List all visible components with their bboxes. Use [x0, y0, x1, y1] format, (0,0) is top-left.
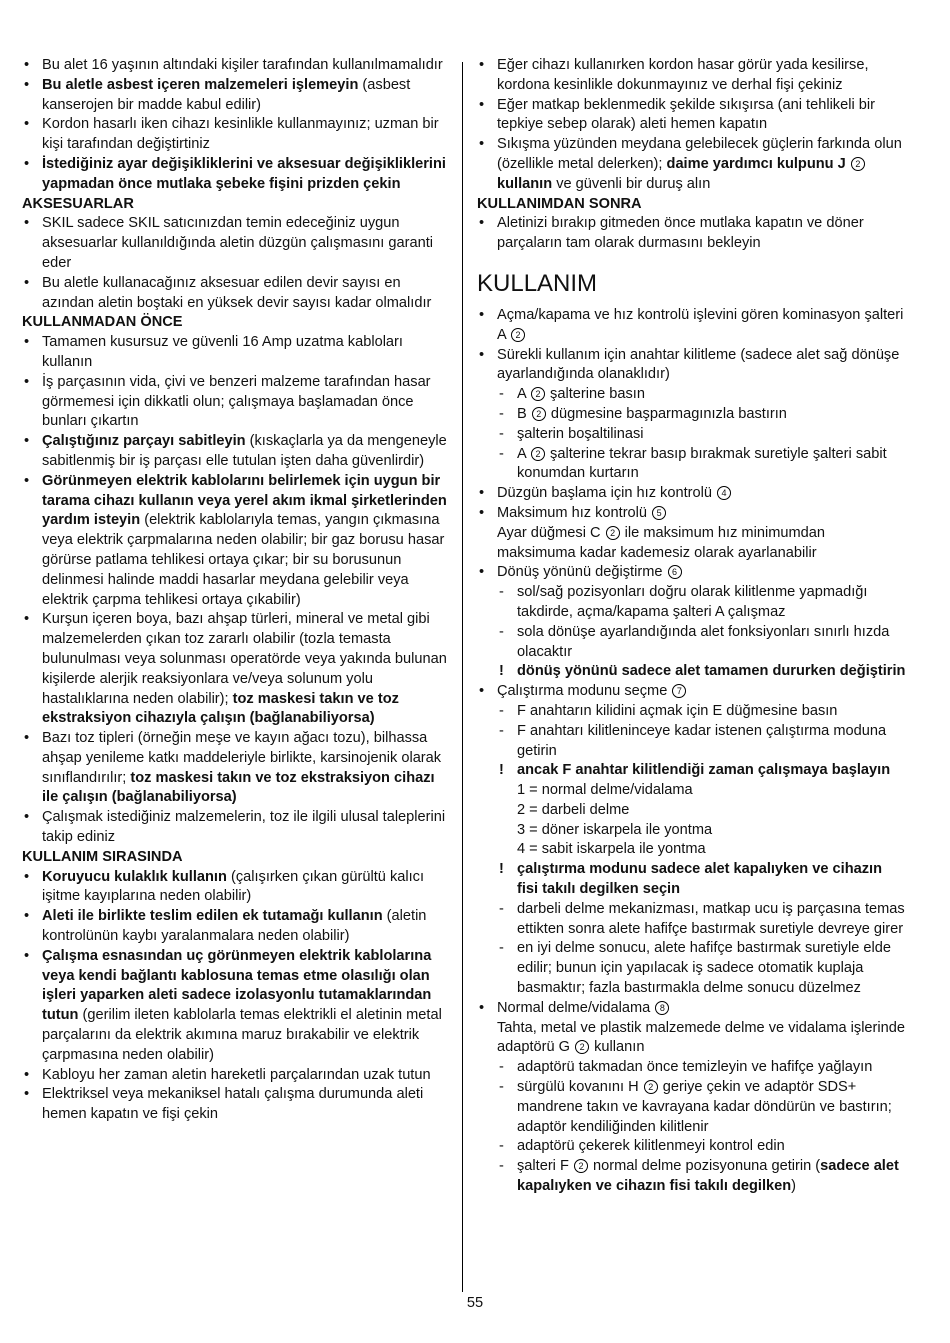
bullet-item: [22, 1085, 452, 1125]
bullet-item: [477, 135, 907, 194]
bold-text: Koruyucu kulaklık kullanın: [42, 868, 227, 885]
bullet-item: [22, 214, 452, 273]
text: sürgülü kovanını H: [517, 1079, 643, 1096]
figure-ref-circle: 2: [531, 447, 545, 461]
figure-ref-circle: 7: [672, 684, 686, 698]
bullet-item: [22, 373, 452, 432]
dash-mark: -: [499, 702, 504, 719]
mode-item: [477, 840, 907, 860]
bullet-item: [22, 115, 452, 155]
figure-ref-circle: 8: [655, 1001, 669, 1015]
figure-ref-circle: 2: [511, 328, 525, 342]
bullet-item: [477, 214, 907, 254]
sub-item: [477, 425, 907, 445]
text: B: [517, 405, 531, 422]
figure-ref-circle: 2: [644, 1080, 658, 1094]
text: (aletin kontrolünün kaybı yaralanmalara neden olabilir): [42, 908, 427, 945]
text: F anahtarı kilitleninceye kadar istenen çalıştırma moduna getirin: [517, 722, 887, 759]
sub-item: [477, 1157, 907, 1197]
dash-mark: -: [499, 445, 504, 462]
text: sola dönüşe ayarlandığında alet fonksiyonları sınırlı hızda olacaktır: [517, 623, 890, 660]
dash-mark: -: [499, 584, 504, 601]
bold-text: dönüş yönünü sadece alet tamamen dururken değiştirin: [517, 663, 906, 680]
figure-ref-circle: 2: [532, 407, 546, 421]
sub-item: [477, 722, 907, 762]
warning-mark: !: [499, 762, 504, 779]
bold-text: sadece alet kapalıyken ve cihazın fisi takılı degilken: [517, 1158, 899, 1195]
text: şalteri F: [517, 1158, 573, 1175]
dash-mark: -: [499, 1158, 504, 1175]
text: ve güvenli bir duruş alın: [552, 175, 711, 192]
bullet-item: [22, 333, 452, 373]
bullet-item: [22, 432, 452, 472]
bullet-item: [477, 504, 907, 524]
sub-item: [477, 939, 907, 998]
text: Çalışmak istediğiniz malzemelerin, toz ile ilgili ulusal taleplerini takip ediniz: [42, 809, 446, 846]
dash-mark: -: [499, 425, 504, 442]
bold-text: Görünmeyen elektrik kablolarını belirlemek için uygun bir tarama cihazı kullanın veya yerel akım ikmal şirketlerinden yardım isteyin: [42, 472, 447, 529]
text: Bazı toz tipleri (örneğin meşe ve kayın ağacı tozu), bilhassa ahşap yenileme katkı maddeleriyle birlikte, karsinojenik olarak sınıflandırılır;: [42, 730, 442, 786]
section-heading: AKSESUARLAR: [22, 195, 134, 212]
section-heading: KULLANIMDAN SONRA: [477, 195, 642, 212]
section-heading: KULLANMADAN ÖNCE: [22, 314, 183, 331]
sub-item: [477, 385, 907, 405]
text: Eğer matkap beklenmedik şekilde sıkışırsa (ani tehlikeli bir tepkiye sebep olarak) aleti hemen kapatın: [497, 96, 875, 133]
sub-item: [477, 1078, 907, 1137]
text: en iyi delme sonucu, alete hafifçe bastırmak suretiyle elde edilir; bunun için yapılacak iş sadece otomatik kuplaja basmaktır; fazla bastırmakla delme sonucu düzelmez: [517, 940, 891, 997]
dash-mark: -: [499, 940, 504, 957]
warning-item: [477, 761, 907, 781]
text: Tamamen kusursuz ve güvenli 16 Amp uzatma kabloları kullanın: [42, 334, 403, 370]
text: adaptörü çekerek kilitlenmeyi kontrol edin: [517, 1138, 785, 1155]
sub-item: [477, 583, 907, 623]
bullet-item: [477, 563, 907, 583]
text: 2 = darbeli delme: [517, 801, 630, 818]
text: adaptörü takmadan önce temizleyin ve hafifçe yağlayın: [517, 1059, 873, 1076]
sub-item: [477, 445, 907, 485]
text: Ayar düğmesi C: [497, 524, 605, 541]
text: Maksimum hız kontrolü: [497, 504, 652, 521]
dash-mark: -: [499, 405, 504, 422]
text: kullanın: [590, 1039, 645, 1056]
bold-text: ancak F anahtar kilitlendiği zaman çalışmaya başlayın: [517, 762, 891, 779]
text: ile maksimum hız minimumdan maksimuma kadar kademesiz olarak ayarlanabilir: [497, 524, 825, 561]
text: Dönüş yönünü değiştirme: [497, 564, 667, 581]
figure-ref-circle: 5: [652, 506, 666, 520]
dash-mark: -: [499, 1059, 504, 1076]
bullet-item: [22, 729, 452, 808]
warning-item: [477, 860, 907, 900]
sub-item: [477, 702, 907, 722]
text: Çalıştırma modunu seçme: [497, 683, 672, 700]
bullet-item: [22, 1066, 452, 1086]
text: 4 = sabit iskarpela ile yontma: [517, 841, 706, 858]
text: 1 = normal delme/vidalama: [517, 782, 693, 799]
figure-ref-circle: 4: [717, 486, 731, 500]
text: (gerilim ileten kablolarla temas elektrikli el aletinin metal parçalarını da elektrik akımına maruz bırakabilir ve elektrik çarpmasına neden olabilir): [42, 1007, 442, 1063]
text: (kıskaçlarla ya da mengeneyle sabitlenmiş bir iş parçası elle tutulan işten daha güvenlirdir): [42, 433, 447, 469]
bullet-item: [477, 56, 907, 96]
text: şalterine tekrar basıp bırakmak suretiyle şalteri sabit konumdan kurtarın: [517, 445, 887, 482]
figure-ref-circle: 2: [606, 526, 620, 540]
dash-mark: -: [499, 900, 504, 917]
bold-text: toz maskesi takın ve toz ekstraksiyon cihazı ile çalışın (bağlanabiliyorsa): [42, 769, 435, 806]
continuation-text: [477, 1019, 907, 1059]
text: İş parçasının vida, çivi ve benzeri malzeme tarafından hasar görmemesi için dikkatli olun; çalışmaya başlamadan önce bunları çıkartın: [42, 373, 431, 430]
text: A: [517, 386, 530, 403]
text: Sürekli kullanım için anahtar kilitleme (sadece alet sağ dönüşe ayarlandığında olanaklıdır): [497, 346, 900, 383]
text: Normal delme/vidalama: [497, 999, 655, 1016]
text: 3 = döner iskarpela ile yontma: [517, 821, 713, 838]
text: A: [517, 445, 530, 462]
text: ): [791, 1178, 797, 1195]
text: Elektriksel veya mekaniksel hatalı çalışma durumunda aleti hemen kapatın ve fişi çekin: [42, 1086, 424, 1123]
text: Düzgün başlama için hız kontrolü: [497, 485, 717, 502]
bullet-item: [477, 999, 907, 1019]
text: F anahtarın kilidini açmak için E düğmesine basın: [517, 702, 838, 719]
figure-ref-circle: 2: [575, 1040, 589, 1054]
dash-mark: -: [499, 623, 504, 640]
bullet-item: [22, 947, 452, 1066]
bullet-item: [477, 346, 907, 386]
chapter-title: KULLANIM: [477, 269, 598, 297]
text: Açma/kapama ve hız kontrolü işlevini gören kominasyon şalteri A: [497, 306, 904, 343]
figure-ref-circle: 6: [668, 565, 682, 579]
text: Kordon hasarlı iken cihazı kesinlikle kullanmayınız; uzman bir kişi tarafından değiştirtiniz: [42, 116, 439, 153]
text: Tahta, metal ve plastik malzemede delme ve vidalama işlerinde adaptörü G: [497, 1019, 906, 1056]
left-column: [22, 56, 452, 1125]
bold-text: Aleti ile birlikte teslim edilen ek tutamağı kullanın: [42, 908, 383, 925]
bullet-item: [22, 907, 452, 947]
bullet-item: [477, 96, 907, 136]
text: Sıkışma yüzünden meydana gelebilecek güçlerin farkında olun (özellikle metal delerken);: [497, 136, 902, 172]
bullet-item: [22, 274, 452, 314]
section-heading: KULLANIM SIRASINDA: [22, 848, 183, 865]
bold-text: daime yardımcı kulpunu J: [666, 155, 850, 172]
sub-item: [477, 1058, 907, 1078]
sub-item: [477, 1137, 907, 1157]
text: SKIL sadece SKIL satıcınızdan temin edeceğiniz uygun aksesuarlar kullanıldığında aletin düzgün çalışmasını garanti eder: [42, 215, 434, 271]
bullet-item: [22, 610, 452, 729]
bullet-item: [477, 306, 907, 346]
bold-text: İstediğiniz ayar değişikliklerini ve aksesuar değişikliklerini yapmadan önce mutlaka şebeke fişini prizden çekin: [42, 155, 446, 192]
text: Kurşun içeren boya, bazı ahşap türleri, mineral ve metal gibi malzemelerden çıkan toz zararlı olabilir (tozla temasta bulunulması veya solunması operatörde veya yakında bulunan kişilerde alerjik reaksiyonlara ve/veya solunum yolu hastalıklarına neden olabilir);: [42, 611, 447, 707]
figure-ref-circle: 2: [531, 387, 545, 401]
page-number: 55: [466, 1295, 484, 1311]
bullet-item: [22, 76, 452, 116]
bullet-item: [477, 682, 907, 702]
warning-mark: !: [499, 861, 504, 878]
bold-text: Çalıştığınız parçayı sabitleyin: [42, 433, 246, 450]
sub-item: [477, 623, 907, 663]
dash-mark: -: [499, 1138, 504, 1155]
text: Bu alet 16 yaşının altındaki kişiler tarafından kullanılmamalıdır: [42, 57, 443, 73]
text: sol/sağ pozisyonları doğru olarak kilitlenme yapmadığı takdirde, açma/kapama şalteri A çalışmaz: [517, 584, 868, 620]
figure-ref-circle: 2: [851, 157, 865, 171]
dash-mark: -: [499, 386, 504, 403]
sub-item: [477, 405, 907, 425]
bold-text: Çalışma esnasından uç görünmeyen elektrik kablolarına veya kendi bağlantı kablosuna temas etme olasılığı olan işleri yaparken aleti sadece izolasyonlu tutamaklarından tutun: [42, 947, 432, 1024]
bold-text: Bu aletle asbest içeren malzemeleri işlemeyin: [42, 76, 359, 93]
continuation-text: [477, 524, 907, 564]
text: normal delme pozisyonuna getirin (: [588, 1158, 821, 1175]
bold-text: çalıştırma modunu sadece alet kapalıyken ve cihazın fisi takılı degilken seçin: [517, 861, 883, 898]
bullet-item: [477, 484, 907, 504]
text: (elektrik kablolarıyla temas, yangın çıkmasına veya elektrik çarpmalarına neden olabilir; bir gaz borusu hasar görürse patlama tehlikesi ortaya çıkar; bir su borusunun delinmesi halinde maddi hasarlar meydana gelebilir veya elektrik çarpma tehlikesi ortaya çıkabilir): [42, 512, 445, 608]
text: dügmesine başparmagınızla bastırın: [546, 405, 787, 422]
warning-item: [477, 662, 907, 682]
bullet-item: [22, 808, 452, 848]
text: Eğer cihazı kullanırken kordon hasar görür yada kesilirse, kordona kesinlikle dokunmayınız ve derhal fişi çekiniz: [497, 57, 869, 93]
bold-text: toz maskesi takın ve toz ekstraksiyon cihazıyla çalışın (bağlanabiliyorsa): [42, 690, 399, 727]
bullet-item: [22, 155, 452, 195]
bold-text: kullanın: [497, 175, 553, 192]
mode-item: [477, 821, 907, 841]
figure-ref-circle: 2: [574, 1159, 588, 1173]
text: geriye çekin ve adaptör SDS+ mandrene takın ve kavrayana kadar döndürün ve bastırın; adaptör kendiliğinden kilitlenir: [517, 1079, 892, 1135]
bullet-item: [22, 56, 452, 76]
text: şalterin boşaltilinasi: [517, 425, 644, 442]
text: Bu aletle kullanacağınız aksesuar edilen devir sayısı en azından aletin boştaki en yüksek devir sayısı kadar olmalıdır: [42, 274, 432, 311]
mode-item: [477, 781, 907, 801]
warning-mark: !: [499, 663, 504, 680]
mode-item: [477, 801, 907, 821]
text: (çalışırken çıkan gürültü kalıcı işitme kayıplarına neden olabilir): [42, 868, 425, 905]
text: darbeli delme mekanizması, matkap ucu iş parçasına temas ettikten sonra alete hafifçe bastırmak suretiyle devreye girer: [517, 900, 905, 937]
dash-mark: -: [499, 722, 504, 739]
text: şalterine basın: [545, 386, 645, 403]
sub-item: [477, 900, 907, 940]
dash-mark: -: [499, 1079, 504, 1096]
column-divider: [462, 62, 463, 1292]
text: Aletinizi bırakıp gitmeden önce mutlaka kapatın ve döner parçaların tam olarak durmasını bekleyin: [497, 215, 864, 252]
bullet-item: [22, 472, 452, 611]
text: Kabloyu her zaman aletin hareketli parçalarından uzak tutun: [42, 1066, 431, 1083]
bullet-item: [22, 868, 452, 908]
text: (asbest kanserojen bir madde kabul edilir): [42, 76, 411, 113]
right-column: [477, 56, 907, 1197]
